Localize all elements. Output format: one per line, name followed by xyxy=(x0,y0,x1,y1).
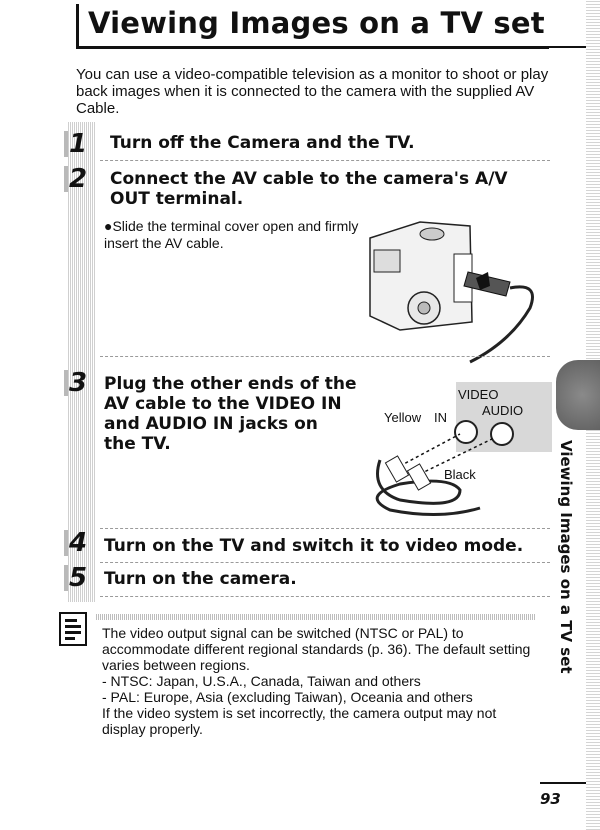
step-divider xyxy=(100,160,550,161)
step-4-number: 4 xyxy=(62,528,94,558)
label-black: Black xyxy=(444,467,476,482)
yellow-plug xyxy=(385,456,408,482)
camera-dial-center xyxy=(418,302,430,314)
step-5-title: Turn on the camera. xyxy=(104,569,297,589)
note-text: The video output signal can be switched (NTSC or PAL) to accommodate different regional standards (p. 36). The default setting varies between regions. xyxy=(102,625,531,673)
page-number: 93 xyxy=(540,790,561,808)
step-3-title-line2: AV cable to the VIDEO IN xyxy=(104,394,342,414)
step-1-number: 1 xyxy=(62,129,94,159)
intro-paragraph: You can use a video-compatible television as a monitor to shoot or play back images when it is connected to the camera with the supplied AV Cable. xyxy=(76,66,549,117)
step-3-title-line1: Plug the other ends of the xyxy=(104,374,357,394)
label-yellow: Yellow xyxy=(384,410,422,425)
note-item-ntsc: - NTSC: Japan, U.S.A., Canada, Taiwan and others xyxy=(102,673,421,689)
note-item-pal: - PAL: Europe, Asia (excluding Taiwan), Oceania and others xyxy=(102,689,473,705)
audio-in-jack xyxy=(491,423,513,445)
yellow-plug-arrow xyxy=(400,434,460,466)
note-box xyxy=(102,625,542,737)
step-3-title-line3: and AUDIO IN jacks on xyxy=(104,414,318,434)
page-title: Viewing Images on a TV set xyxy=(88,6,545,40)
section-tab xyxy=(556,360,600,430)
step-5-number: 5 xyxy=(62,563,94,593)
step-divider xyxy=(100,356,550,357)
step-2-number: 2 xyxy=(62,164,94,194)
step-3-number: 3 xyxy=(62,368,94,398)
step-divider xyxy=(100,562,550,563)
video-in-jack xyxy=(455,421,477,443)
step-divider xyxy=(100,596,550,597)
label-audio: AUDIO xyxy=(482,403,524,418)
step-2-title-line1: Connect the AV cable to the camera's A/V xyxy=(110,169,508,189)
black-plug xyxy=(407,464,430,490)
page-number-rule xyxy=(540,782,586,784)
step-4-title: Turn on the TV and switch it to video mode. xyxy=(104,536,524,556)
shutter-button xyxy=(420,228,444,240)
step-3-title-line4: the TV. xyxy=(104,434,171,454)
note-warning: If the video system is set incorrectly, the camera output may not display properly. xyxy=(102,705,497,737)
label-video: VIDEO xyxy=(458,387,499,402)
note-icon xyxy=(59,612,87,646)
side-tab-label: Viewing Images on a TV set xyxy=(557,440,575,674)
note-rule xyxy=(96,614,536,620)
step-2-title-line2: OUT terminal. xyxy=(110,189,244,209)
av-cable xyxy=(470,287,533,362)
label-in: IN xyxy=(434,410,447,425)
step-1-title: Turn off the Camera and the TV. xyxy=(110,133,415,153)
step-2-bullet: ●Slide the terminal cover open and firmly insert the AV cable. xyxy=(104,218,359,251)
step-divider xyxy=(100,528,550,529)
camera-illustration xyxy=(360,212,560,372)
camera-screen xyxy=(374,250,400,272)
